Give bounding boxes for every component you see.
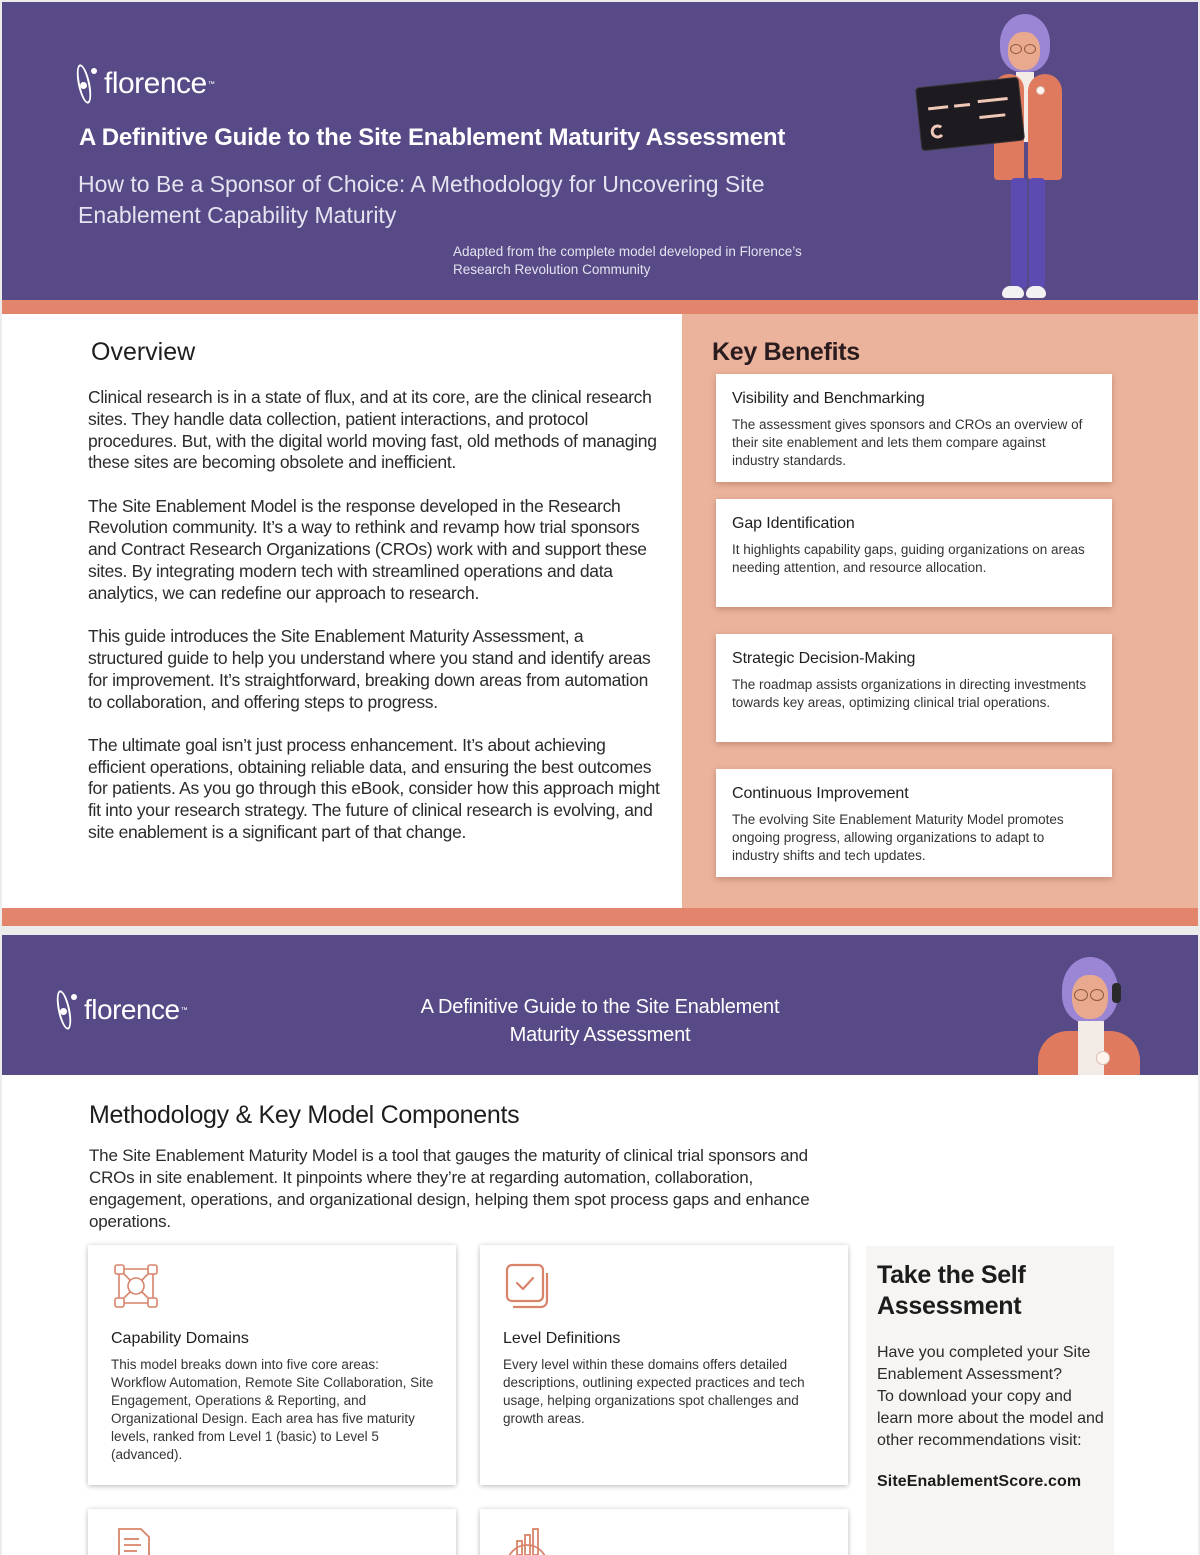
benefit-text: It highlights capability gaps, guiding organizations on areas needing attention, and resource allocation. [732,542,1085,575]
component-text: Every level within these domains offers detailed descriptions, outlining expected practices and tech usage, helping organizations spot challenges and growth areas. [503,1357,805,1426]
component-card-3 [88,1509,456,1555]
stacked-checkbox-icon [503,1261,553,1311]
key-benefits-heading: Key Benefits [712,338,860,366]
overview-paragraph: Clinical research is in a state of flux, and at its core, are the clinical research sites. They handle data collection, patient interactions, and protocol procedures. But, with the digital world moving fast, old methods of managing these sites are becoming obsolete and inefficient. [88,387,657,473]
benefit-text: The evolving Site Enablement Maturity Model promotes ongoing progress, allowing organizations to adapt to industry shifts and tech updates. [732,812,1064,863]
overview-paragraph: The ultimate goal isn’t just process enhancement. It’s about achieving efficient operations, obtaining reliable data, and ensuring the best outcomes for patients. As you go through this eBook, consider how this approach might fit into your research strategy. The future of clinical research is evolving, and site enablement is a significant part of that change. [88,734,660,843]
component-card-level-definitions [480,1245,848,1485]
methodology-heading: Methodology & Key Model Components [89,1101,520,1129]
florence-logo-mark-icon [76,62,98,106]
dashboard-tablet-icon [915,77,1025,152]
benefit-card-strategic-decision-making [716,634,1112,742]
key-benefits-section [682,314,1198,908]
cta-text-line2: To download your copy and learn more about the model and other recommendations visit: [877,1388,1104,1449]
network-nodes-icon [111,1261,161,1311]
gauge-chart-icon [503,1525,553,1555]
header-character-illustration [1032,955,1142,1075]
page-1 [2,2,1198,926]
cta-text-line1: Have you completed your Site Enablement Assessment? [877,1344,1091,1383]
site-enablement-score-link[interactable]: SiteEnablementScore.com [877,1473,1082,1490]
component-card-4 [480,1509,848,1555]
hero-title: A Definitive Guide to the Site Enablement Maturity Assessment [79,124,786,151]
logo-wordmark: florence [84,994,180,1025]
hero-subtitle: How to Be a Sponsor of Choice: A Methodology for Uncovering Site Enablement Capability Maturity [78,171,765,228]
cta-heading: Take the Self Assessment [877,1261,1026,1320]
methodology-intro: The Site Enablement Maturity Model is a tool that gauges the maturity of clinical trial sponsors and CROs in site enablement. It pinpoints where they’re at regarding automation, collaboration, engagement, operations, and organizational design, helping them spot process gaps and enhance operations. [89,1146,810,1231]
benefit-title: Gap Identification [732,515,855,532]
page-2 [2,935,1198,1555]
overview-paragraph: The Site Enablement Model is the response developed in the Research Revolution community. It’s a way to rethink and revamp how trial sponsors and Contract Research Organizations (CROs) work with and support these sites. By integrating modern tech with streamlined operations and data analytics, we can redefine our approach to research. [88,495,647,603]
benefit-card-gap-identification [716,499,1112,607]
self-assessment-cta [866,1246,1114,1555]
overview-paragraph: This guide introduces the Site Enablement Maturity Assessment, a structured guide to help you understand where you stand and identify areas for improvement. It’s straightforward, breaking down areas from automation to collaboration, and offering steps to progress. [88,626,651,712]
florence-logo-mark-icon [56,988,78,1032]
benefit-title: Strategic Decision-Making [732,650,916,667]
benefit-text: The roadmap assists organizations in directing investments towards key areas, optimizing clinical trial operations. [732,677,1087,710]
component-title: Capability Domains [111,1330,249,1347]
page-2-title: A Definitive Guide to the Site Enablement Maturity Assessment [420,996,780,1046]
page-2-header [2,935,1198,1075]
hero-character-illustration [902,10,1082,310]
overview-body [88,387,660,865]
component-card-capability-domains [88,1245,456,1485]
benefit-title: Visibility and Benchmarking [732,390,925,407]
benefit-text: The assessment gives sponsors and CROs an overview of their site enablement and lets them compare against industry standards. [732,417,1083,468]
florence-logo: florence ™ [76,62,215,106]
benefit-card-visibility [716,374,1112,482]
footer-divider-band [2,908,1198,926]
component-title: Level Definitions [503,1330,621,1347]
hero-divider-band [2,300,1198,314]
overview-heading: Overview [91,338,196,366]
benefit-card-continuous-improvement [716,769,1112,877]
benefit-title: Continuous Improvement [732,785,909,802]
logo-wordmark: florence [104,67,207,100]
overview-section [2,314,682,908]
hero-note: Adapted from the complete model developed in Florence’s Research Revolution Community [453,244,802,277]
headset-icon [1112,983,1121,1003]
document-settings-icon [111,1525,161,1555]
florence-logo: florence ™ [56,988,188,1032]
hero-banner [2,2,1198,300]
component-text: This model breaks down into five core areas: Workflow Automation, Remote Site Collaboration, Site Engagement, Operations & Reporting, and Organizational Design. Each area has five maturity levels, ranked from Level 1 (basic) to Level 5 (advanced). [111,1357,434,1462]
